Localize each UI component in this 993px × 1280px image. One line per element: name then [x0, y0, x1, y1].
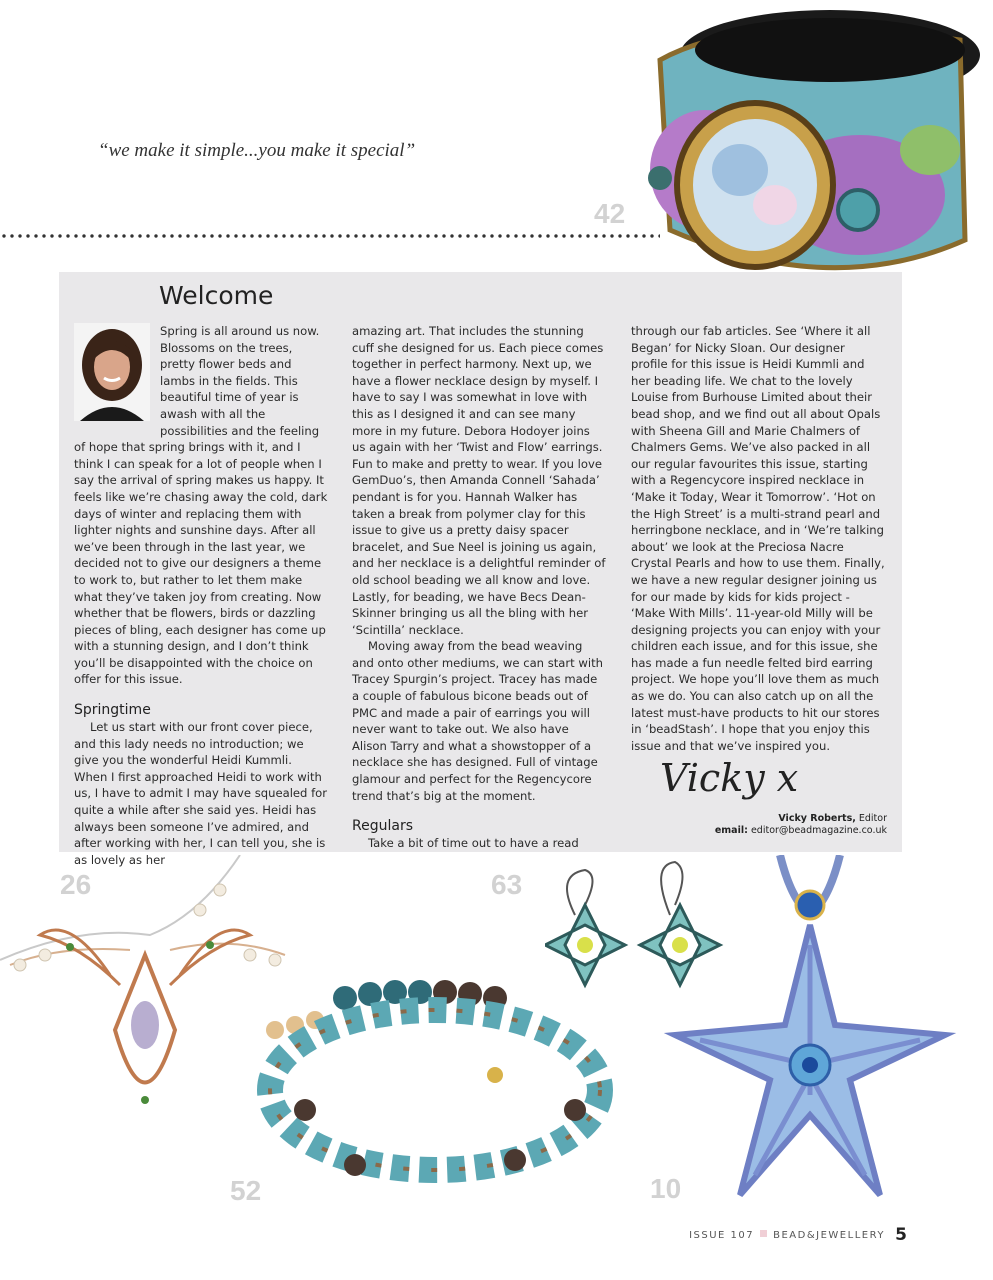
- welcome-intro-text: Spring is all around us now. Blossoms on the trees, pretty flower beds and lambs in the fields. This beautiful time of year is awash with all the possibilities and the feeling of hope that spring brings with it, and I think I can speak for a lot of people when I say the arrival of spring makes us happy. It feels like we’re chasing away the cold, dark days of winter and replacing them with lighter nights and sunshine days. After all we’ve been through in the last year, we decided not to give our designers a theme to work to, but rather to let them make what they’ve taken joy from creating. Now whether that be flowers, birds or dazzling pieces of bling, each designer has come up with a stunning design, and I don’t think you’ll be disappointed with the choice on offer for this issue.: [74, 324, 328, 687]
- footer-separator: [760, 1230, 767, 1237]
- column-3: [631, 323, 885, 754]
- welcome-title: Welcome: [159, 281, 274, 310]
- beaded-cuff-image: [630, 0, 993, 300]
- regulars-text: Take a bit of time out to have a read: [368, 836, 579, 851]
- issue-number: ISSUE 107: [689, 1230, 755, 1241]
- starfish-necklace-image: [660, 855, 960, 1210]
- column-2-text: amazing art. That includes the stunning cuff she designed for us. Each piece comes together in perfect harmony. Next up, we have a flower necklace design by myself. I have to say I was somewhat in love with this as I designed it and can see many more in my future. Debora Hodoyer joins us again with her ‘Twist and Flow’ earrings. Fun to make and pretty to wear. If you love GemDuo’s, then Amanda Connell ‘Sahada’ pendant is for you. Hannah Walker has taken a break from polymer clay for this issue to give us a pretty daisy spacer bracelet, and Sue Neel is joining us again, and her necklace is a delightful reminder of old school beading we all know and love. Lastly, for beading, we have Becs Dean-Skinner bringing us all the bling with her ‘Scintilla’ necklace.: [352, 324, 606, 637]
- editor-name: Vicky Roberts,: [778, 813, 856, 824]
- springtime-text: Let us start with our front cover piece, and this lady needs no introduction; we give you the wonderful Heidi Kummli. When I first approached Heidi to work with us, I have to admit I may have squealed for quite a while after she said yes. Heidi has always been someone I’ve admired, and after working with her, I can tell you, she is as lovely as her: [74, 720, 328, 867]
- page-ref-bracelet: 52: [230, 1175, 262, 1206]
- spiral-bracelet-image: [245, 970, 630, 1195]
- column-3-text: through our fab articles. See ‘Where it all Began’ for Nicky Sloan. Our designer profile for this issue is Heidi Kummli and her beading life. We chat to the lovely Louise from Burhouse Limited about their bead shop, and we find out all about Opals with Sheena Gill and Marie Chalmers of Chalmers Gems. We’ve also packed in all our regular favourites this issue, starting with a Regencycore inspired necklace in ‘Make it Today, Wear it Tomorrow’. ‘Hot on the High Street’ is a multi-strand pearl and herringbone necklace, and in ‘We’re talking about’ we look at the Preciosa Nacre Crystal Pearls and how to use them. Finally, we have a new regular designer joining us for our made by kids for kids project - ‘Make With Mills’. 11-year-old Milly will be designing projects you can enjoy with your children each issue, and for this issue, she has made a fun needle felted bird earring project. We hope you’ll love them as much as we do. You can also catch up on all the latest must-have products to hit our stores in ‘beadStash’. I hope that you enjoy this issue and that we’ve inspired you.: [631, 324, 885, 753]
- signature: Vicky x: [660, 756, 799, 800]
- magazine-name: BEAD&JEWELLERY: [773, 1230, 885, 1241]
- page-number: 5: [895, 1225, 907, 1245]
- page-ref-cuff: 42: [594, 198, 626, 229]
- editor-role: Editor: [858, 813, 887, 824]
- editor-credit: [715, 813, 887, 837]
- footer: [689, 1230, 885, 1241]
- editor-email: editor@beadmagazine.co.uk: [750, 825, 887, 836]
- springtime-heading: Springtime: [74, 702, 151, 719]
- regulars-heading: Regulars: [352, 818, 413, 835]
- column-2-text-2: Moving away from the bead weaving and onto other mediums, we can start with Tracey Spurgin’s project. Tracey has made a couple of fabulous bicone beads out of PMC and made a pair of earrings you will never want to take out. We also have Alison Tarry and what a showstopper of a necklace she has designed. Full of vintage glamour and perfect for the Regencycore trend that’s big at the moment.: [352, 639, 603, 803]
- column-2: [352, 323, 606, 852]
- page-ref-starfish: 10: [650, 1173, 682, 1204]
- page-ref-earrings: 63: [491, 869, 523, 900]
- page-ref-necklace: 26: [60, 869, 92, 900]
- column-1: [74, 323, 328, 868]
- tagline: “we make it simple...you make it special”: [98, 140, 416, 161]
- editor-photo: [74, 323, 150, 421]
- dotted-divider: [0, 233, 660, 239]
- email-label: email:: [714, 825, 748, 836]
